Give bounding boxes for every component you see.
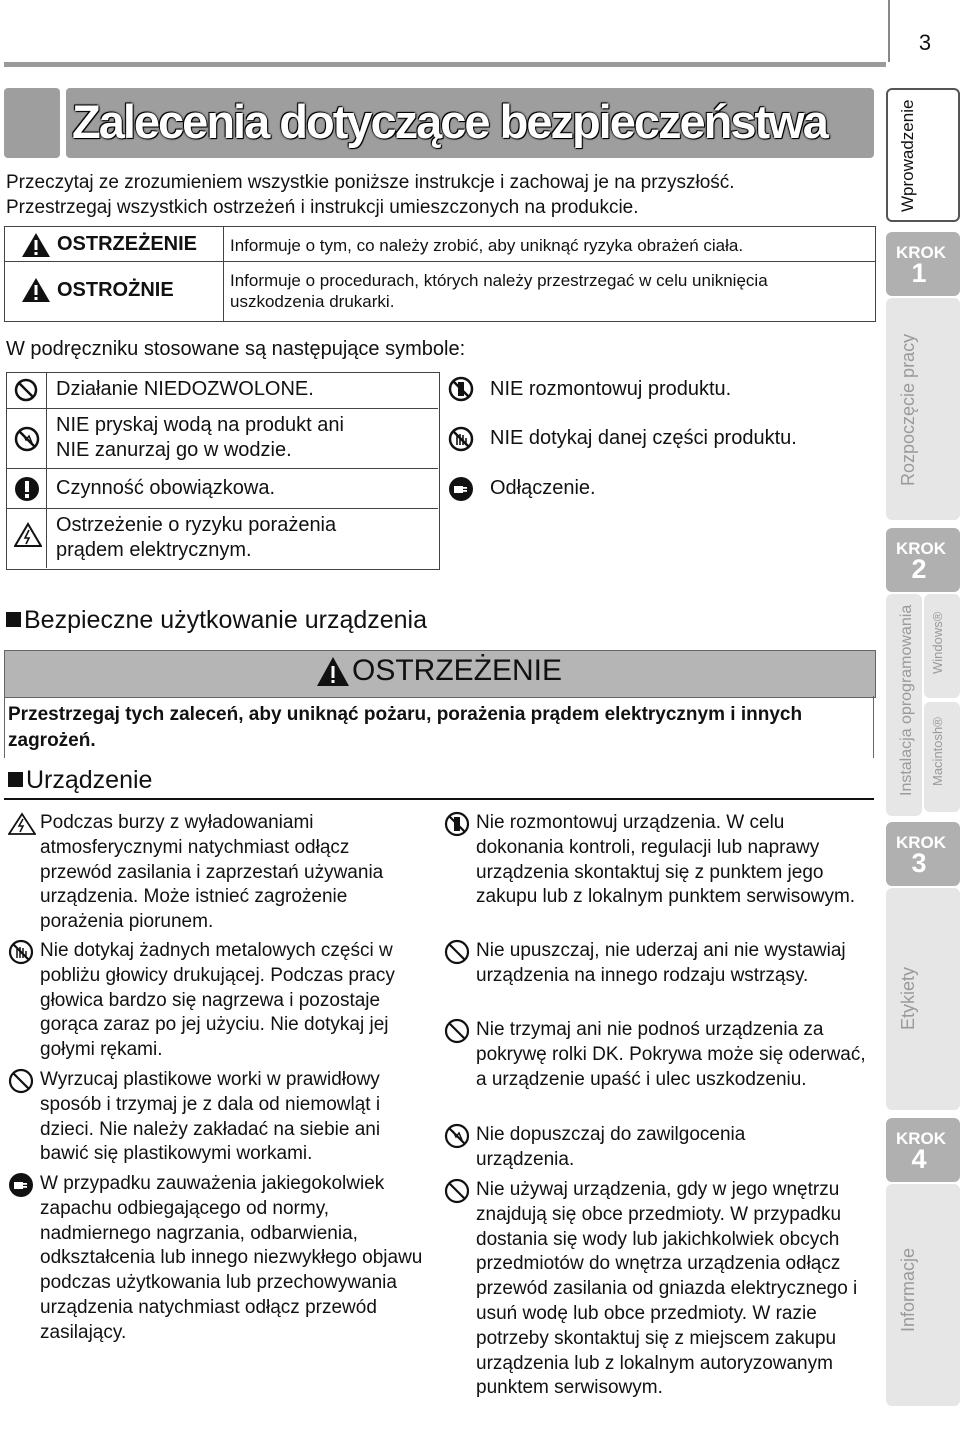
krok4-number: 4 xyxy=(911,1144,927,1174)
krok3-label: KROK xyxy=(896,833,947,852)
symbol-prohibited-text: Działanie NIEDOZWOLONE. xyxy=(56,378,314,400)
no-touch-icon xyxy=(448,426,474,452)
no-touch-icon xyxy=(8,939,34,965)
header-rule-vertical xyxy=(888,0,890,62)
page-title: Zalecenia dotyczące bezpieczeństwa xyxy=(72,95,827,148)
left-item-4: W przypadku zauważenia jakiegokolwiek zapachu odbiegającego od normy, nadmiernego nagrzania, odbarwienia, odkształcenia lub innego niezwykłego objawu podczas użytkowania lub przechowywania urządzenia natychmiast odłącz przewód zasilający. xyxy=(40,1173,423,1343)
symbols-row-line xyxy=(6,508,438,509)
warning-banner-label: OSTRZEŻENIE xyxy=(352,654,563,687)
warning-triangle-icon xyxy=(316,656,350,688)
krok1-label: KROK xyxy=(896,243,947,262)
subsection-heading-text: Urządzenie xyxy=(26,766,153,794)
caution-desc xyxy=(230,270,768,312)
title-marker xyxy=(4,88,60,158)
electric-shock-icon xyxy=(8,812,36,836)
unplug-icon xyxy=(8,1172,34,1198)
right-item-5: Nie używaj urządzenia, gdy w jego wnętrzu znajdują się obce przedmioty. W przypadku dostania się wody lub jakichkolwiek obcych przedmiotów do wnętrza urządzenia odłącz przewód zasilania od gniazda elektrycznego i usuń wodę lub obce przedmioty. W razie potrzeby skontaktuj się z miejscem zakupu urządzenia lub z lokalnym autoryzowanym punktem serwisowym. xyxy=(476,1179,858,1399)
krok1-badge xyxy=(896,242,947,288)
tab-intro-label: Wprowadzenie xyxy=(898,99,917,212)
tab-macintosh-label: Macintosh® xyxy=(930,717,945,786)
prohibited-icon xyxy=(444,939,470,965)
tab-krok2-label: Instalacja oprogramowania xyxy=(898,604,915,796)
prohibited-icon xyxy=(14,378,38,402)
symbol-no-touch-text: NIE dotykaj danej części produktu. xyxy=(490,427,797,449)
symbol-no-disassemble-text: NIE rozmontowuj produktu. xyxy=(490,378,732,400)
symbol-mandatory-text: Czynność obowiązkowa. xyxy=(56,477,275,499)
symbol-unplug-text: Odłączenie. xyxy=(490,477,596,499)
shock-line-2: prądem elektrycznym. xyxy=(56,539,252,561)
krok1-number: 1 xyxy=(911,258,927,288)
left-item-3: Wyrzucaj plastikowe worki w prawidłowy sposób i trzymaj je z dala od niemowląt i dzieci. Nie należy zakładać na siebie ani bawić się plastikowymi workami. xyxy=(40,1069,381,1165)
header-rule xyxy=(4,62,886,67)
right-item-3: Nie trzymaj ani nie podnoś urządzenia za pokrywę rolki DK. Pokrywa może się oderwać, a urządzenie upaść i ulec uszkodzeniu. xyxy=(476,1019,866,1090)
no-water-icon xyxy=(14,426,40,452)
warning-legend-table xyxy=(4,226,876,322)
caution-desc-line-1: Informuje o procedurach, których należy przestrzegać w celu uniknięcia xyxy=(230,271,768,290)
prohibited-icon xyxy=(444,1178,470,1204)
page-number: 3 xyxy=(918,30,932,55)
krok2-number: 2 xyxy=(911,554,927,584)
square-bullet-icon xyxy=(8,772,23,787)
electric-shock-icon xyxy=(14,522,42,548)
warning-triangle-icon xyxy=(21,232,51,258)
right-item-2: Nie upuszczaj, nie uderzaj ani nie wystawiaj urządzenia na innego rodzaju wstrząsy. xyxy=(476,940,846,986)
caution-triangle-icon xyxy=(21,277,51,303)
prohibited-icon xyxy=(8,1068,34,1094)
tab-krok1-label: Rozpoczęcie pracy xyxy=(898,333,918,486)
right-item-1: Nie rozmontowuj urządzenia. W celu dokonania kontroli, regulacji lub naprawy urządzenia skontaktuj się z punktem jego zakupu lub z lokalnym punktem serwisowym. xyxy=(476,812,856,908)
no-water-line-1: NIE pryskaj wodą na produkt ani xyxy=(56,414,344,436)
subsection-heading xyxy=(8,766,152,795)
intro-line-2: Przestrzegaj wszystkich ostrzeżeń i instrukcji umieszczonych na produkcie. xyxy=(6,197,639,218)
symbols-row-line xyxy=(6,408,438,409)
no-disassemble-icon xyxy=(448,376,474,402)
krok2-label: KROK xyxy=(896,539,947,558)
symbols-title: W podręczniku stosowane są następujące symbole: xyxy=(6,338,466,360)
symbols-row-line xyxy=(6,468,438,469)
tab-krok3-label: Etykiety xyxy=(898,966,918,1030)
krok4-label: KROK xyxy=(896,1129,947,1148)
caution-label: OSTROŻNIE xyxy=(57,279,174,301)
left-item-1: Podczas burzy z wyładowaniami atmosferycznymi natychmiast odłącz przewód zasilania i zaprzestań używania urządzenia. Może istnieć zagrożenie porażenia piorunem. xyxy=(40,812,384,933)
krok2-badge xyxy=(896,538,947,584)
section-heading xyxy=(6,606,427,635)
intro-line-1: Przeczytaj ze zrozumieniem wszystkie poniższe instrukcje i zachowaj je na przyszłość. xyxy=(6,172,735,193)
subsection-rule xyxy=(4,798,874,800)
shock-line-1: Ostrzeżenie o ryzyku porażenia xyxy=(56,514,337,536)
left-item-2: Nie dotykaj żadnych metalowych części w pobliżu głowicy drukującej. Podczas pracy głowica bardzo się nagrzewa i pozostaje gorąca zaraz po jej użyciu. Nie dotykaj jej gołymi rękami. xyxy=(40,940,395,1061)
prohibited-icon xyxy=(444,1018,470,1044)
banner-border-right xyxy=(873,696,874,758)
symbols-divider xyxy=(46,372,47,568)
no-disassemble-icon xyxy=(444,811,470,837)
intro-text xyxy=(6,170,735,220)
mandatory-icon xyxy=(14,476,40,502)
banner-border-left xyxy=(4,696,5,758)
symbol-no-water-text xyxy=(56,413,344,463)
tab-krok4-label: Informacje xyxy=(898,1247,918,1332)
krok3-badge xyxy=(896,832,947,878)
table-divider xyxy=(223,227,224,321)
krok3-number: 3 xyxy=(911,848,927,878)
no-water-icon xyxy=(444,1123,470,1149)
krok4-badge xyxy=(896,1128,947,1174)
unplug-icon xyxy=(448,476,474,502)
square-bullet-icon xyxy=(6,612,21,627)
caution-desc-line-2: uszkodzenia drukarki. xyxy=(230,292,395,311)
section-heading-text: Bezpieczne użytkowanie urządzenia xyxy=(24,606,428,634)
tab-windows-label: Windows® xyxy=(930,611,945,674)
warning-banner-subtitle: Przestrzegaj tych zaleceń, aby uniknąć pożaru, porażenia prądem elektrycznym i innych zagrożeń. xyxy=(8,704,803,751)
symbol-shock-text xyxy=(56,513,336,563)
right-item-4: Nie dopuszczaj do zawilgocenia urządzenia. xyxy=(476,1124,746,1170)
warning-label: OSTRZEŻENIE xyxy=(57,233,198,255)
warning-desc: Informuje o tym, co należy zrobić, aby uniknąć ryzyka obrażeń ciała. xyxy=(230,236,744,255)
no-water-line-2: NIE zanurzaj go w wodzie. xyxy=(56,439,292,461)
